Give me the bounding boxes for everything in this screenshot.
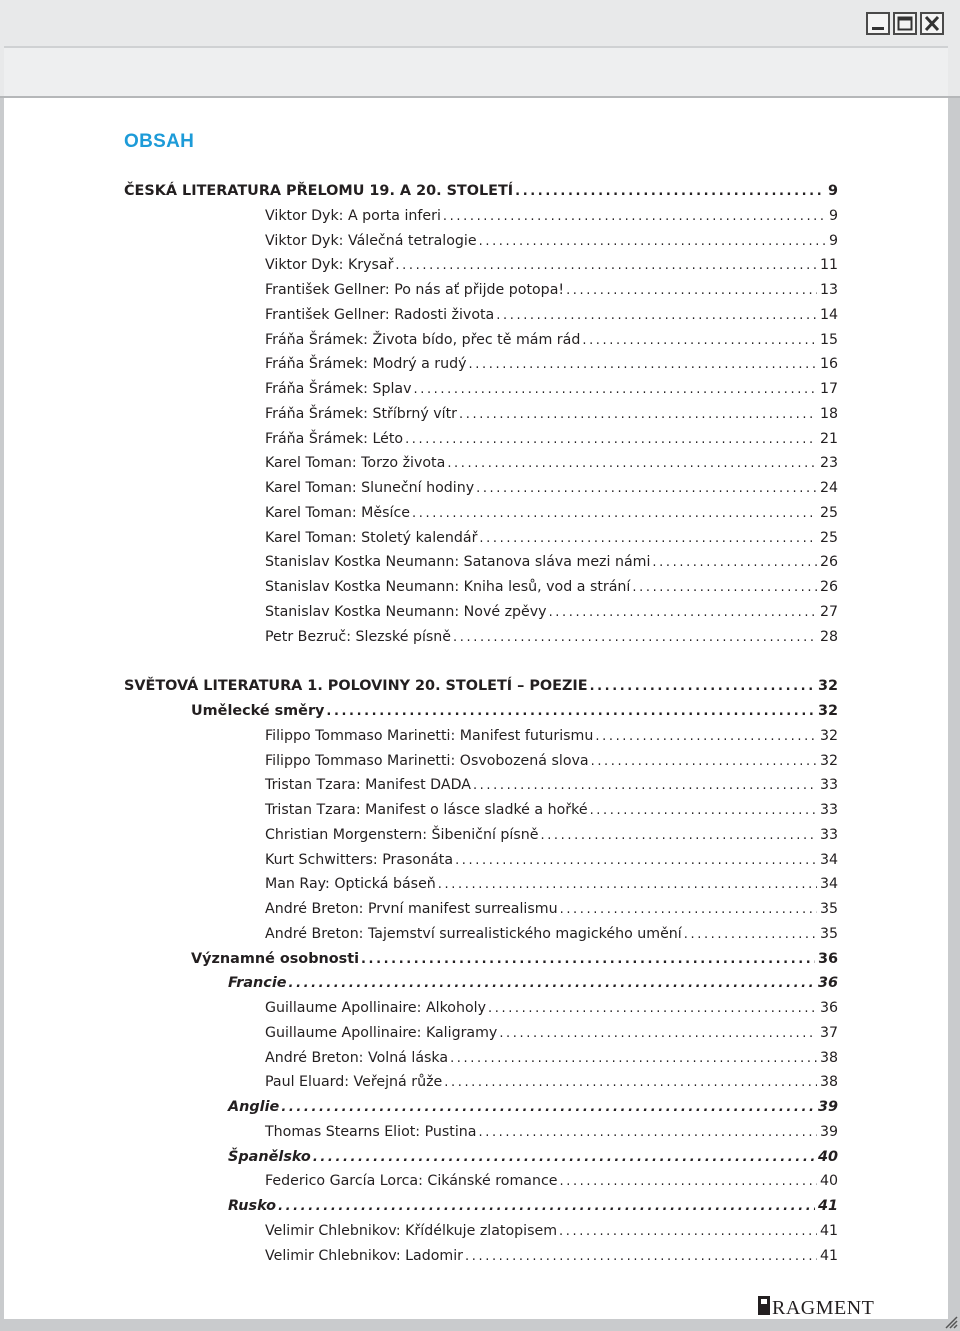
maximize-icon: [895, 14, 915, 33]
toc-entry-row[interactable]: [265, 827, 838, 849]
toc-leader-dots: [465, 1249, 817, 1264]
toc-entry-title: Významné osobnosti: [191, 950, 360, 967]
toc-entry-title: Velimir Chlebnikov: Křídélkuje zlatopisem: [265, 1222, 558, 1239]
window-titlebar: [0, 0, 960, 98]
toc-leader-dots: [540, 828, 816, 843]
toc-page-number: 23: [819, 455, 838, 472]
toc-entry-title: Karel Toman: Měsíce: [265, 504, 411, 521]
toc-entry-title: František Gellner: Radosti života: [265, 306, 495, 323]
toc-entry-row[interactable]: [265, 728, 838, 750]
toc-leader-dots: [499, 1026, 817, 1041]
toc-entry-row[interactable]: [265, 1050, 838, 1072]
close-button[interactable]: [920, 12, 944, 35]
toc-entry-title: Federico García Lorca: Cikánské romance: [265, 1173, 558, 1190]
minimize-button[interactable]: [866, 12, 890, 35]
toc-subsection-row[interactable]: [191, 951, 838, 973]
toc-entry-title: Stanislav Kostka Neumann: Kniha lesů, vod a strání: [265, 579, 631, 595]
toc-entry-row[interactable]: [265, 381, 838, 403]
toc-page-number: 38: [819, 1049, 838, 1066]
toc-leader-dots: [632, 580, 817, 595]
toc-page-number: 32: [817, 703, 838, 719]
toc-page-number: 36: [817, 950, 838, 967]
toc-section-row[interactable]: [124, 183, 838, 205]
toc-entry-title: Fráňa Šrámek: Modrý a rudý: [265, 356, 467, 373]
toc-leader-dots: [326, 704, 815, 719]
toc-subsection-row[interactable]: [228, 975, 838, 997]
toc-entry-title: Umělecké směry: [191, 703, 325, 719]
toc-page-number: 9: [828, 232, 838, 249]
toc-subsection-row[interactable]: [228, 1149, 838, 1171]
toc-page-number: 34: [819, 851, 838, 868]
toc-page-number: 33: [819, 802, 838, 818]
toc-leader-dots: [595, 729, 817, 744]
toc-entry-row[interactable]: [265, 1025, 838, 1047]
toc-leader-dots: [469, 357, 817, 372]
toc-entry-row[interactable]: [265, 777, 838, 799]
toc-entry-title: Fráňa Šrámek: Života bído, přec tě mám rád: [265, 331, 581, 348]
toc-entry-title: Guillaume Apollinaire: Alkoholy: [265, 1000, 486, 1016]
toc-page-number: 41: [819, 1247, 838, 1264]
toc-section-row[interactable]: [124, 678, 838, 700]
toc-page-number: 40: [817, 1148, 838, 1165]
toc-entry-row[interactable]: [265, 802, 838, 824]
toc-entry-title: Španělsko: [228, 1148, 311, 1165]
toc-leader-dots: [496, 308, 817, 323]
toc-entry-title: Viktor Dyk: Válečná tetralogie: [265, 232, 477, 249]
toc-page-number: 40: [819, 1173, 838, 1190]
toc-entry-row[interactable]: [265, 554, 838, 576]
toc-leader-dots: [413, 382, 816, 397]
fragment-logo-icon: [758, 1293, 884, 1317]
toc-page-number: 33: [819, 826, 838, 843]
toc-leader-dots: [278, 1199, 815, 1214]
toc-leader-dots: [590, 679, 815, 694]
toc-page-number: 26: [819, 579, 838, 595]
toc-page-number: 9: [828, 207, 838, 224]
toc-entry-title: Paul Eluard: Veřejná růže: [265, 1074, 443, 1091]
toc-page-number: 32: [819, 752, 838, 769]
toc-leader-dots: [591, 754, 817, 769]
toc-page-number: 9: [827, 183, 838, 199]
toc-entry-row[interactable]: [265, 208, 838, 230]
toc-leader-dots: [447, 456, 817, 471]
toc-page-number: 11: [819, 257, 838, 274]
toc-leader-dots: [289, 976, 815, 991]
toc-page-number: 26: [819, 554, 838, 571]
toc-leader-dots: [313, 1150, 815, 1165]
toc-entry-title: Velimir Chlebnikov: Ladomir: [265, 1247, 464, 1264]
toc-entry-row[interactable]: [265, 901, 838, 923]
toc-entry-title: Karel Toman: Torzo života: [265, 455, 446, 472]
toc-leader-dots: [479, 234, 826, 249]
toc-entry-title: Fráňa Šrámek: Stříbrný vítr: [265, 405, 458, 422]
toc-leader-dots: [549, 605, 817, 620]
toc-entry-row[interactable]: [265, 1000, 838, 1022]
toc-leader-dots: [412, 506, 817, 521]
toc-entry-title: Christian Morgenstern: Šibeniční písně: [265, 826, 539, 843]
toc-page-number: 15: [819, 331, 838, 348]
toc-leader-dots: [443, 209, 826, 224]
window-toolbar-strip: [4, 46, 948, 96]
toc-page-number: 35: [819, 901, 838, 917]
toc-entry-row[interactable]: [265, 233, 838, 255]
toc-entry-row[interactable]: [265, 1248, 838, 1270]
toc-entry-row[interactable]: [265, 852, 838, 874]
page-title: OBSAH: [124, 131, 195, 152]
toc-page-number: 16: [819, 356, 838, 373]
toc-entry-title: Stanislav Kostka Neumann: Nové zpěvy: [265, 603, 547, 620]
toc-leader-dots: [453, 630, 817, 645]
toc-leader-dots: [473, 778, 817, 793]
minimize-icon: [868, 14, 888, 33]
toc-leader-dots: [438, 877, 817, 892]
toc-entry-title: Filippo Tommaso Marinetti: Osvobozená slova: [265, 752, 589, 769]
toc-entry-row[interactable]: [265, 604, 838, 626]
toc-entry-title: František Gellner: Po nás ať přijde potopa!: [265, 282, 565, 298]
toc-page-number: 41: [819, 1222, 838, 1239]
toc-page-number: 24: [819, 480, 838, 496]
toc-entry-row[interactable]: [265, 282, 838, 304]
toc-leader-dots: [395, 258, 817, 273]
svg-text:RAGMENT: RAGMENT: [772, 1297, 875, 1317]
toc-page-number: 21: [819, 430, 838, 447]
toc-page-number: 18: [819, 405, 838, 422]
toc-page-number: 36: [819, 1000, 838, 1016]
toc-page-number: 28: [819, 628, 838, 645]
toc-leader-dots: [559, 1174, 816, 1189]
toc-entry-title: Fráňa Šrámek: Léto: [265, 430, 404, 447]
toc-entry-title: Tristan Tzara: Manifest o lásce sladké a hořké: [265, 802, 588, 818]
toc-entry-title: Petr Bezruč: Slezské písně: [265, 628, 452, 645]
toc-entry-row[interactable]: [265, 431, 838, 453]
toc-entry-title: Karel Toman: Stoletý kalendář: [265, 529, 478, 546]
toc-leader-dots: [684, 927, 817, 942]
toc-entry-title: Guillaume Apollinaire: Kaligramy: [265, 1024, 498, 1041]
toc-leader-dots: [590, 803, 817, 818]
toc-entry-row[interactable]: [265, 926, 838, 948]
toc-entry-title: Fráňa Šrámek: Splav: [265, 381, 412, 397]
toc-page-number: 34: [819, 876, 838, 893]
toc-entry-row[interactable]: [265, 1124, 838, 1146]
toc-entry-row[interactable]: [265, 406, 838, 428]
publisher-logo: [758, 1293, 884, 1317]
toc-entry-row[interactable]: [265, 1173, 838, 1195]
toc-page-number: 32: [819, 727, 838, 744]
toc-entry-row[interactable]: [265, 753, 838, 775]
toc-entry-title: ČESKÁ LITERATURA PŘELOMU 19. A 20. STOLETÍ: [124, 183, 514, 199]
toc-entry-row[interactable]: [265, 332, 838, 354]
toc-entry-title: André Breton: První manifest surrealismu: [265, 901, 558, 917]
toc-entry-title: André Breton: Volná láska: [265, 1049, 449, 1066]
toc-entry-title: Viktor Dyk: Krysař: [265, 257, 394, 274]
toc-page-number: 33: [819, 777, 838, 794]
toc-page-number: 32: [817, 678, 838, 695]
toc-entry-title: Viktor Dyk: A porta inferi: [265, 207, 441, 224]
toc-page-number: 38: [819, 1074, 838, 1091]
close-icon: [922, 14, 942, 33]
toc-leader-dots: [515, 184, 825, 199]
toc-leader-dots: [450, 1051, 817, 1066]
toc-page-number: 39: [817, 1099, 838, 1115]
toc-entry-row[interactable]: [265, 579, 838, 601]
toc-entry-title: Man Ray: Optická báseň: [265, 876, 436, 893]
document-page: [4, 98, 948, 1319]
toc-entry-row[interactable]: [265, 356, 838, 378]
toc-entry-title: Francie: [228, 975, 287, 992]
toc-entry-row[interactable]: [265, 629, 838, 651]
toc-entry-row[interactable]: [265, 530, 838, 552]
toc-leader-dots: [559, 1224, 817, 1239]
toc-leader-dots: [476, 481, 817, 496]
toc-entry-title: Stanislav Kostka Neumann: Satanova sláva mezi námi: [265, 554, 651, 571]
toc-page-number: 13: [819, 282, 838, 298]
toc-leader-dots: [479, 531, 817, 546]
toc-entry-row[interactable]: [265, 1074, 838, 1096]
toc-page-number: 17: [819, 381, 838, 397]
toc-leader-dots: [444, 1075, 817, 1090]
toc-leader-dots: [281, 1100, 815, 1115]
toc-leader-dots: [405, 432, 817, 447]
toc-leader-dots: [478, 1125, 816, 1140]
toc-subsection-row[interactable]: [191, 703, 838, 725]
resize-grip-icon[interactable]: [944, 1315, 958, 1329]
toc-entry-title: Kurt Schwitters: Prasonáta: [265, 851, 454, 868]
toc-leader-dots: [455, 853, 817, 868]
toc-entry-row[interactable]: [265, 480, 838, 502]
toc-entry-title: André Breton: Tajemství surrealistického magického umění: [265, 925, 682, 942]
toc-leader-dots: [652, 555, 817, 570]
toc-entry-title: SVĚTOVÁ LITERATURA 1. POLOVINY 20. STOLETÍ – POEZIE: [124, 678, 588, 695]
maximize-button[interactable]: [893, 12, 917, 35]
window-controls: [866, 12, 944, 35]
toc-page-number: 36: [817, 975, 838, 992]
toc-leader-dots: [560, 902, 817, 917]
toc-subsection-row[interactable]: [228, 1099, 838, 1121]
toc-page-number: 39: [819, 1123, 838, 1140]
toc-page-number: 14: [819, 306, 838, 323]
toc-entry-row[interactable]: [265, 257, 838, 279]
toc-page-number: 25: [819, 529, 838, 546]
toc-entry-title: Tristan Tzara: Manifest DADA: [265, 777, 471, 794]
toc-leader-dots: [361, 952, 815, 967]
toc-entry-row[interactable]: [265, 455, 838, 477]
toc-leader-dots: [566, 283, 817, 298]
toc-leader-dots: [488, 1001, 817, 1016]
toc-entry-title: Karel Toman: Sluneční hodiny: [265, 480, 475, 496]
toc-entry-title: Rusko: [228, 1198, 277, 1214]
toc-leader-dots: [459, 407, 817, 422]
toc-entry-row[interactable]: [265, 876, 838, 898]
toc-page-number: 25: [819, 504, 838, 521]
toc-entry-row[interactable]: [265, 1223, 838, 1245]
toc-entry-row[interactable]: [265, 505, 838, 527]
toc-entry-title: Anglie: [228, 1099, 280, 1115]
toc-page-number: 35: [819, 925, 838, 942]
toc-leader-dots: [582, 333, 817, 348]
toc-entry-row[interactable]: [265, 307, 838, 329]
toc-page-number: 27: [819, 603, 838, 620]
toc-page-number: 41: [817, 1198, 838, 1214]
toc-subsection-row[interactable]: [228, 1198, 838, 1220]
toc-entry-title: Thomas Stearns Eliot: Pustina: [265, 1123, 477, 1140]
toc-entry-title: Filippo Tommaso Marinetti: Manifest futurismu: [265, 727, 594, 744]
toc-page-number: 37: [819, 1024, 838, 1041]
